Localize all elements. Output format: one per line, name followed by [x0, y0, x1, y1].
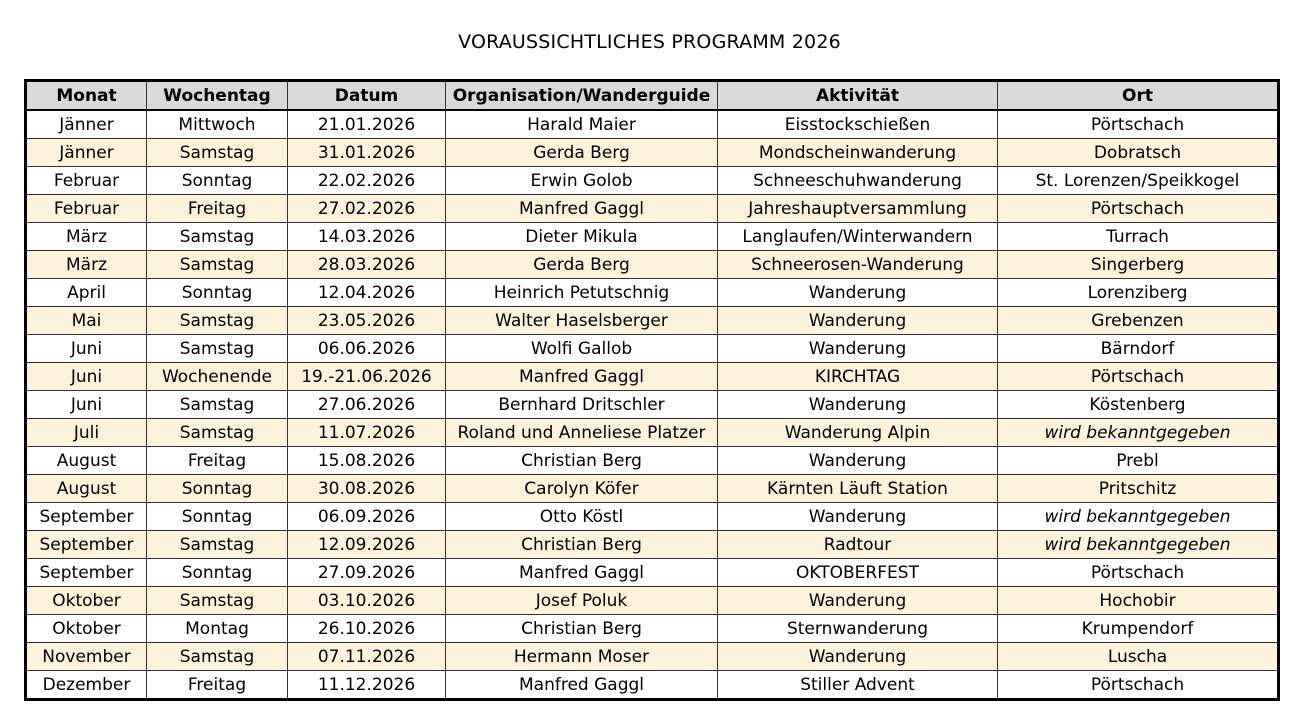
cell-guide: Bernhard Dritschler	[446, 391, 718, 419]
table-row	[26, 587, 1279, 615]
cell-datum: 19.-21.06.2026	[288, 363, 446, 391]
column-header-guide: Organisation/Wanderguide	[446, 81, 718, 111]
cell-monat: September	[26, 531, 147, 559]
cell-guide: Christian Berg	[446, 531, 718, 559]
cell-wochentag: Wochenende	[147, 363, 288, 391]
cell-guide: Gerda Berg	[446, 251, 718, 279]
cell-datum: 12.09.2026	[288, 531, 446, 559]
column-header-datum: Datum	[288, 81, 446, 111]
table-row	[26, 419, 1279, 447]
cell-monat: Juni	[26, 391, 147, 419]
cell-wochentag: Freitag	[147, 195, 288, 223]
cell-guide: Christian Berg	[446, 447, 718, 475]
column-header-aktivitaet: Aktivität	[718, 81, 998, 111]
cell-ort: Pörtschach	[998, 110, 1279, 139]
cell-aktivitaet: Langlaufen/Winterwandern	[718, 223, 998, 251]
cell-aktivitaet: Schneeschuhwanderung	[718, 167, 998, 195]
cell-monat: Juni	[26, 335, 147, 363]
cell-guide: Hermann Moser	[446, 643, 718, 671]
cell-datum: 27.06.2026	[288, 391, 446, 419]
cell-monat: Dezember	[26, 671, 147, 700]
cell-guide: Carolyn Köfer	[446, 475, 718, 503]
cell-monat: Jänner	[26, 110, 147, 139]
cell-wochentag: Sonntag	[147, 167, 288, 195]
cell-wochentag: Samstag	[147, 223, 288, 251]
table-row	[26, 391, 1279, 419]
cell-monat: September	[26, 559, 147, 587]
cell-datum: 26.10.2026	[288, 615, 446, 643]
cell-monat: Juli	[26, 419, 147, 447]
column-header-monat: Monat	[26, 81, 147, 111]
column-header-wochentag: Wochentag	[147, 81, 288, 111]
cell-ort: Turrach	[998, 223, 1279, 251]
cell-aktivitaet: Eisstockschießen	[718, 110, 998, 139]
cell-guide: Christian Berg	[446, 615, 718, 643]
table-row	[26, 223, 1279, 251]
cell-datum: 14.03.2026	[288, 223, 446, 251]
cell-datum: 22.02.2026	[288, 167, 446, 195]
cell-wochentag: Samstag	[147, 335, 288, 363]
table-row	[26, 643, 1279, 671]
cell-ort: St. Lorenzen/Speikkogel	[998, 167, 1279, 195]
cell-ort: Hochobir	[998, 587, 1279, 615]
cell-aktivitaet: Jahreshauptversammlung	[718, 195, 998, 223]
cell-guide: Josef Poluk	[446, 587, 718, 615]
cell-datum: 06.06.2026	[288, 335, 446, 363]
table-body	[26, 110, 1279, 700]
cell-wochentag: Montag	[147, 615, 288, 643]
cell-monat: März	[26, 223, 147, 251]
cell-monat: Februar	[26, 195, 147, 223]
table-row	[26, 139, 1279, 167]
cell-aktivitaet: Wanderung	[718, 307, 998, 335]
cell-ort: Pörtschach	[998, 363, 1279, 391]
table-row	[26, 363, 1279, 391]
cell-datum: 12.04.2026	[288, 279, 446, 307]
table-row	[26, 447, 1279, 475]
cell-aktivitaet: Wanderung	[718, 503, 998, 531]
table-row	[26, 559, 1279, 587]
cell-ort: Pritschitz	[998, 475, 1279, 503]
cell-monat: November	[26, 643, 147, 671]
cell-aktivitaet: Wanderung	[718, 587, 998, 615]
cell-wochentag: Samstag	[147, 531, 288, 559]
cell-aktivitaet: OKTOBERFEST	[718, 559, 998, 587]
cell-guide: Heinrich Petutschnig	[446, 279, 718, 307]
cell-ort: Köstenberg	[998, 391, 1279, 419]
cell-wochentag: Freitag	[147, 447, 288, 475]
table-row	[26, 195, 1279, 223]
cell-guide: Manfred Gaggl	[446, 559, 718, 587]
cell-wochentag: Sonntag	[147, 475, 288, 503]
table-header-row	[26, 81, 1279, 111]
column-header-ort: Ort	[998, 81, 1279, 111]
cell-ort: Pörtschach	[998, 559, 1279, 587]
cell-ort: Krumpendorf	[998, 615, 1279, 643]
cell-monat: Juni	[26, 363, 147, 391]
table-row	[26, 279, 1279, 307]
cell-monat: August	[26, 447, 147, 475]
table-row	[26, 531, 1279, 559]
cell-ort: Singerberg	[998, 251, 1279, 279]
cell-guide: Roland und Anneliese Platzer	[446, 419, 718, 447]
cell-guide: Walter Haselsberger	[446, 307, 718, 335]
cell-guide: Gerda Berg	[446, 139, 718, 167]
table-row	[26, 615, 1279, 643]
cell-ort: wird bekanntgegeben	[998, 503, 1279, 531]
cell-guide: Erwin Golob	[446, 167, 718, 195]
cell-monat: Mai	[26, 307, 147, 335]
cell-ort: Prebl	[998, 447, 1279, 475]
cell-datum: 31.01.2026	[288, 139, 446, 167]
cell-ort: wird bekanntgegeben	[998, 531, 1279, 559]
cell-monat: Oktober	[26, 587, 147, 615]
cell-wochentag: Sonntag	[147, 503, 288, 531]
cell-monat: September	[26, 503, 147, 531]
table-row	[26, 307, 1279, 335]
cell-guide: Otto Köstl	[446, 503, 718, 531]
table-row	[26, 167, 1279, 195]
cell-aktivitaet: Wanderung	[718, 335, 998, 363]
cell-aktivitaet: KIRCHTAG	[718, 363, 998, 391]
cell-datum: 28.03.2026	[288, 251, 446, 279]
cell-ort: Grebenzen	[998, 307, 1279, 335]
cell-datum: 06.09.2026	[288, 503, 446, 531]
cell-ort: Lorenziberg	[998, 279, 1279, 307]
cell-monat: Jänner	[26, 139, 147, 167]
cell-wochentag: Samstag	[147, 419, 288, 447]
cell-aktivitaet: Kärnten Läuft Station	[718, 475, 998, 503]
cell-guide: Dieter Mikula	[446, 223, 718, 251]
cell-ort: Pörtschach	[998, 671, 1279, 700]
cell-datum: 11.12.2026	[288, 671, 446, 700]
table-row	[26, 110, 1279, 139]
cell-guide: Harald Maier	[446, 110, 718, 139]
cell-monat: Oktober	[26, 615, 147, 643]
cell-aktivitaet: Stiller Advent	[718, 671, 998, 700]
cell-wochentag: Samstag	[147, 139, 288, 167]
cell-aktivitaet: Sternwanderung	[718, 615, 998, 643]
cell-datum: 15.08.2026	[288, 447, 446, 475]
cell-datum: 03.10.2026	[288, 587, 446, 615]
cell-monat: Februar	[26, 167, 147, 195]
cell-datum: 23.05.2026	[288, 307, 446, 335]
cell-wochentag: Sonntag	[147, 559, 288, 587]
cell-datum: 11.07.2026	[288, 419, 446, 447]
table-row	[26, 671, 1279, 700]
cell-datum: 27.02.2026	[288, 195, 446, 223]
cell-aktivitaet: Wanderung Alpin	[718, 419, 998, 447]
cell-datum: 30.08.2026	[288, 475, 446, 503]
cell-monat: August	[26, 475, 147, 503]
cell-ort: Dobratsch	[998, 139, 1279, 167]
cell-aktivitaet: Mondscheinwanderung	[718, 139, 998, 167]
cell-guide: Manfred Gaggl	[446, 363, 718, 391]
cell-ort: wird bekanntgegeben	[998, 419, 1279, 447]
page-title: VORAUSSICHTLICHES PROGRAMM 2026	[458, 31, 841, 53]
cell-datum: 27.09.2026	[288, 559, 446, 587]
cell-wochentag: Freitag	[147, 671, 288, 700]
cell-wochentag: Samstag	[147, 391, 288, 419]
program-table	[24, 79, 1280, 701]
cell-aktivitaet: Wanderung	[718, 643, 998, 671]
cell-guide: Manfred Gaggl	[446, 195, 718, 223]
cell-wochentag: Samstag	[147, 251, 288, 279]
cell-wochentag: Mittwoch	[147, 110, 288, 139]
cell-aktivitaet: Wanderung	[718, 279, 998, 307]
table-row	[26, 475, 1279, 503]
cell-monat: April	[26, 279, 147, 307]
cell-wochentag: Samstag	[147, 643, 288, 671]
table-row	[26, 335, 1279, 363]
cell-ort: Bärndorf	[998, 335, 1279, 363]
cell-datum: 07.11.2026	[288, 643, 446, 671]
cell-guide: Manfred Gaggl	[446, 671, 718, 700]
cell-aktivitaet: Radtour	[718, 531, 998, 559]
table-row	[26, 503, 1279, 531]
cell-ort: Luscha	[998, 643, 1279, 671]
cell-aktivitaet: Schneerosen-Wanderung	[718, 251, 998, 279]
table-row	[26, 251, 1279, 279]
cell-monat: März	[26, 251, 147, 279]
cell-wochentag: Samstag	[147, 587, 288, 615]
cell-aktivitaet: Wanderung	[718, 391, 998, 419]
cell-datum: 21.01.2026	[288, 110, 446, 139]
cell-guide: Wolfi Gallob	[446, 335, 718, 363]
cell-wochentag: Samstag	[147, 307, 288, 335]
cell-aktivitaet: Wanderung	[718, 447, 998, 475]
cell-ort: Pörtschach	[998, 195, 1279, 223]
cell-wochentag: Sonntag	[147, 279, 288, 307]
